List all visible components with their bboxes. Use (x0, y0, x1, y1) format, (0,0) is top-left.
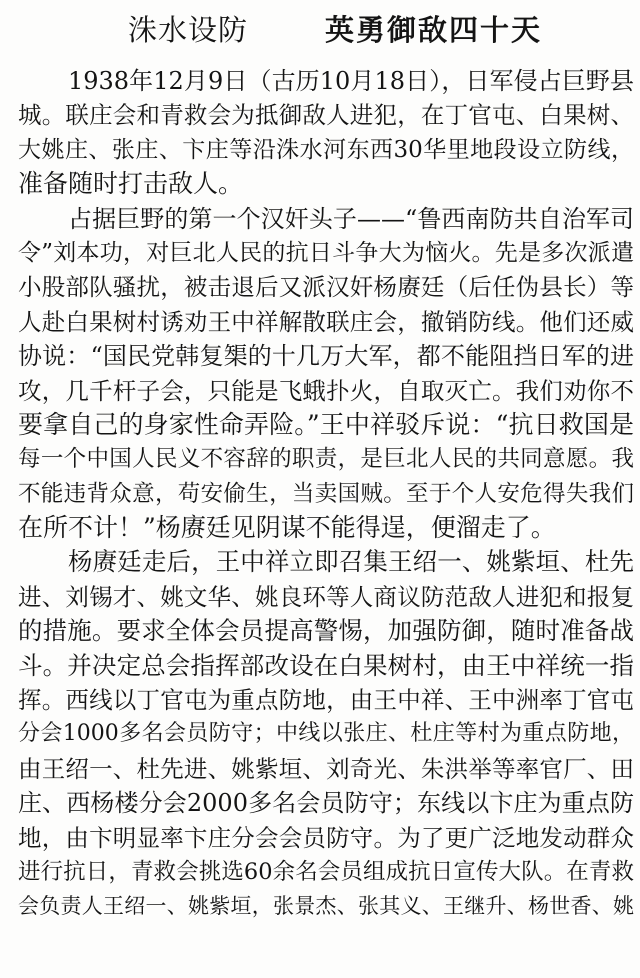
title-left: 洙水设防 (128, 13, 249, 47)
text-line: 人赴白果树村诱劝王中祥解散联庄会，撤销防线。他们还威 (18, 307, 634, 336)
text-line: 的措施。要求全体会员提高警惕，加强防御，随时准备战 (18, 616, 634, 646)
article-body (18, 64, 634, 924)
text-line: 1938年12月9日（古历10月18日），日军侵占巨野县 (68, 67, 634, 95)
text-line: 进行抗日，青救会挑选60余名会员组成抗日宣传大队。在青救 (18, 858, 634, 885)
text-line: 小股部队骚扰，被击退后又派汉奸杨赓廷（后任伪县长）等 (18, 273, 634, 302)
text-line: 进、刘锡才、姚文华、姚良环等人商议防范敌人进犯和报复 (18, 582, 634, 611)
text-line: 城。联庄会和青救会为抵御敌人进犯，在丁官屯、白果树、 (18, 101, 634, 130)
text-line: 会负责人王绍一、姚紫垣，张景杰、张其义、王继升、杨世香、姚 (18, 894, 634, 919)
text-line: 斗。并决定总会指挥部改设在白果树村，由王中祥统一指 (18, 650, 634, 680)
text-line: 大姚庄、张庄、卞庄等沿洙水河东西30华里地段设立防线， (18, 136, 634, 163)
text-line: 庄、西杨楼分会2000多名会员防守；东线以卞庄为重点防 (18, 789, 634, 818)
text-line: 由王绍一、杜先进、姚紫垣、刘奇光、朱洪举等率官厂、田 (18, 754, 634, 783)
text-line: 地，由卞明显率卞庄分会会员防守。为了更广泛地发动群众 (18, 823, 634, 852)
text-line: 在所不计！”杨赓廷见阴谋不能得逞，便溜走了。 (18, 513, 556, 543)
text-line: 分会1000多名会员防守；中线以张庄、杜庄等村为重点防地， (18, 721, 634, 747)
text-line: 不能违背众意，苟安偷生，当卖国贼。至于个人安危得失我们 (18, 480, 634, 507)
text-line: 占据巨野的第一个汉奸头子——“鲁西南防共自治军司 (68, 204, 634, 233)
text-line: 令”刘本功，对巨北人民的抗日斗争大为恼火。先是多次派遣 (18, 239, 634, 266)
article-title (0, 8, 640, 48)
title-right: 英勇御敌四十天 (325, 13, 543, 47)
text-line: 挥。西线以丁官屯为重点防地，由王中祥、王中洲率丁官屯 (18, 686, 634, 715)
text-line: 要拿自己的身家性命弄险。”王中祥驳斥说：“抗日救国是 (18, 409, 634, 439)
text-line: 攻，几千杆子会，只能是飞蛾扑火，自取灭亡。我们劝你不 (18, 376, 634, 405)
text-line: 协说：“国民党韩复榘的十几万大军，都不能阻挡日军的进 (18, 342, 634, 371)
text-line: 每一个中国人民义不容辞的职责，是巨北人民的共同意愿。我 (18, 446, 634, 473)
text-line: 准备随时打击敌人。 (18, 169, 244, 199)
text-line: 杨赓廷走后，王中祥立即召集王绍一、姚紫垣、杜先 (68, 547, 634, 577)
